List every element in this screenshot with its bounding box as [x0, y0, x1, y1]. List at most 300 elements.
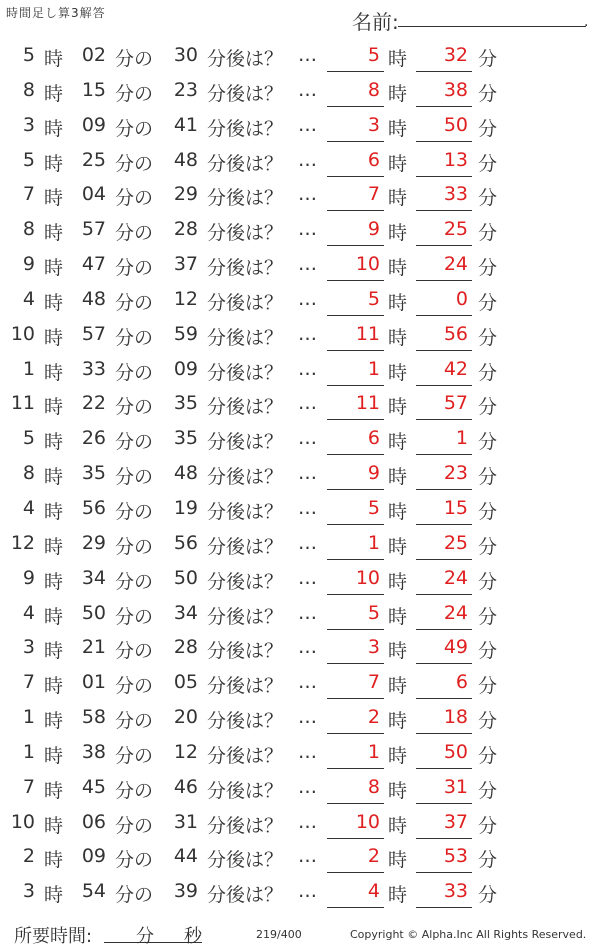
answer-hour-line[interactable] [327, 524, 384, 525]
hour-label: 時 [44, 431, 64, 454]
answer-hour-line[interactable] [327, 280, 384, 281]
added-minutes: 34 [173, 601, 198, 624]
answer-minute-label: 分 [478, 570, 498, 593]
minute-of-label: 分の [115, 849, 154, 872]
hour-label: 時 [44, 884, 64, 907]
answer-minute-label: 分 [478, 291, 498, 314]
answer-minute-line[interactable] [416, 245, 472, 246]
answer-minute-line[interactable] [416, 907, 472, 908]
start-hour: 5 [22, 148, 35, 171]
answer-hour-line[interactable] [327, 350, 384, 351]
answer-hour: 5 [367, 496, 380, 519]
minute-of-label: 分の [115, 570, 154, 593]
ellipsis: … [298, 218, 317, 241]
ellipsis: … [298, 392, 317, 415]
problem-row [0, 40, 600, 75]
answer-hour: 1 [367, 357, 380, 380]
answer-minute-label: 分 [478, 779, 498, 802]
answer-minute-label: 分 [478, 431, 498, 454]
answer-hour-line[interactable] [327, 907, 384, 908]
required-time-seconds-unit: 秒 [184, 926, 202, 947]
start-minute: 47 [81, 253, 106, 276]
answer-minute-line[interactable] [416, 280, 472, 281]
start-hour: 10 [10, 322, 35, 345]
problem-row [0, 423, 600, 458]
minute-of-label: 分の [115, 361, 154, 384]
minute-of-label: 分の [115, 187, 154, 210]
ellipsis: … [298, 287, 317, 310]
hour-label: 時 [44, 117, 64, 140]
added-minutes: 28 [173, 636, 198, 659]
answer-hour-label: 時 [388, 257, 408, 280]
minute-of-label: 分の [115, 675, 154, 698]
answer-minute-label: 分 [478, 814, 498, 837]
answer-minute-line[interactable] [416, 803, 472, 804]
added-minutes: 12 [173, 740, 198, 763]
added-minutes: 44 [173, 845, 198, 868]
answer-minute: 50 [443, 113, 468, 136]
copyright: Copyright © Alpha.Inc All Rights Reserved. [350, 928, 587, 941]
answer-hour-label: 時 [388, 82, 408, 105]
ellipsis: … [298, 183, 317, 206]
minute-of-label: 分の [115, 396, 154, 419]
start-hour: 8 [22, 218, 35, 241]
answer-hour-line[interactable] [327, 385, 384, 386]
minutes-after-label: 分後は？ [207, 291, 284, 314]
start-hour: 1 [22, 706, 35, 729]
answer-hour-label: 時 [388, 431, 408, 454]
answer-hour-line[interactable] [327, 663, 384, 664]
answer-minute-line[interactable] [416, 141, 472, 142]
answer-minute-line[interactable] [416, 315, 472, 316]
answer-minute-label: 分 [478, 361, 498, 384]
start-hour: 2 [22, 845, 35, 868]
ellipsis: … [298, 636, 317, 659]
answer-hour-label: 時 [388, 326, 408, 349]
answer-minute-line[interactable] [416, 210, 472, 211]
added-minutes: 05 [173, 671, 198, 694]
answer-minute: 24 [443, 253, 468, 276]
answer-minute-label: 分 [478, 744, 498, 767]
answer-hour-label: 時 [388, 48, 408, 70]
minute-of-label: 分の [115, 814, 154, 837]
minutes-after-label: 分後は？ [207, 187, 284, 210]
hour-label: 時 [44, 222, 64, 245]
ellipsis: … [298, 845, 317, 868]
start-minute: 01 [81, 671, 106, 694]
answer-hour-line[interactable] [327, 803, 384, 804]
answer-hour-label: 時 [388, 640, 408, 663]
answer-hour-line[interactable] [327, 733, 384, 734]
minutes-after-label: 分後は？ [207, 117, 284, 140]
answer-hour-line[interactable] [327, 210, 384, 211]
answer-hour-label: 時 [388, 117, 408, 140]
answer-hour: 1 [367, 531, 380, 554]
minutes-after-label: 分後は？ [207, 222, 284, 245]
added-minutes: 48 [173, 462, 198, 485]
start-hour: 10 [10, 810, 35, 833]
answer-minute: 32 [443, 44, 468, 66]
problem-row [0, 632, 600, 667]
answer-minute-label: 分 [478, 396, 498, 419]
minute-of-label: 分の [115, 257, 154, 280]
minutes-after-label: 分後は？ [207, 744, 284, 767]
ellipsis: … [298, 113, 317, 136]
start-minute: 29 [81, 531, 106, 554]
name-field-line[interactable] [398, 26, 586, 27]
problem-list [0, 40, 600, 911]
hour-label: 時 [44, 291, 64, 314]
start-hour: 7 [22, 775, 35, 798]
answer-hour: 9 [367, 462, 380, 485]
minutes-after-label: 分後は？ [207, 710, 284, 733]
answer-minute-label: 分 [478, 675, 498, 698]
start-minute: 34 [81, 566, 106, 589]
answer-minute-label: 分 [478, 117, 498, 140]
answer-minute-line[interactable] [416, 350, 472, 351]
minutes-after-label: 分後は？ [207, 779, 284, 802]
problem-row [0, 772, 600, 807]
start-minute: 25 [81, 148, 106, 171]
ellipsis: … [298, 671, 317, 694]
answer-hour: 8 [367, 775, 380, 798]
answer-hour-label: 時 [388, 187, 408, 210]
start-minute: 22 [81, 392, 106, 415]
answer-minute-label: 分 [478, 152, 498, 175]
minute-of-label: 分の [115, 710, 154, 733]
ellipsis: … [298, 601, 317, 624]
minutes-after-label: 分後は？ [207, 257, 284, 280]
start-minute: 58 [81, 706, 106, 729]
problem-row [0, 75, 600, 110]
answer-hour: 3 [367, 636, 380, 659]
added-minutes: 09 [173, 357, 198, 380]
ellipsis: … [298, 253, 317, 276]
start-hour: 4 [22, 496, 35, 519]
start-hour: 9 [22, 253, 35, 276]
answer-hour: 6 [367, 427, 380, 450]
answer-minute: 23 [443, 462, 468, 485]
answer-minute: 13 [443, 148, 468, 171]
added-minutes: 31 [173, 810, 198, 833]
start-hour: 1 [22, 740, 35, 763]
problem-row [0, 876, 600, 911]
answer-hour-label: 時 [388, 291, 408, 314]
hour-label: 時 [44, 744, 64, 767]
minutes-after-label: 分後は？ [207, 82, 284, 105]
ellipsis: … [298, 496, 317, 519]
answer-hour: 9 [367, 218, 380, 241]
start-hour: 4 [22, 601, 35, 624]
answer-hour-label: 時 [388, 570, 408, 593]
answer-minute-label: 分 [478, 466, 498, 489]
problem-row [0, 667, 600, 702]
answer-minute-line[interactable] [416, 594, 472, 595]
answer-minute-line[interactable] [416, 71, 472, 72]
answer-minute: 33 [443, 880, 468, 903]
minutes-after-label: 分後は？ [207, 675, 284, 698]
minutes-after-label: 分後は？ [207, 884, 284, 907]
ellipsis: … [298, 44, 317, 66]
start-hour: 7 [22, 183, 35, 206]
added-minutes: 37 [173, 253, 198, 276]
answer-minute: 49 [443, 636, 468, 659]
ellipsis: … [298, 775, 317, 798]
name-label: 名前: [352, 10, 399, 34]
answer-hour-label: 時 [388, 396, 408, 419]
minute-of-label: 分の [115, 535, 154, 558]
answer-minute: 50 [443, 740, 468, 763]
answer-minute-label: 分 [478, 222, 498, 245]
added-minutes: 20 [173, 706, 198, 729]
worksheet-title: 時間足し算3解答 [6, 6, 106, 20]
start-minute: 56 [81, 496, 106, 519]
answer-hour-line[interactable] [327, 315, 384, 316]
start-minute: 15 [81, 78, 106, 101]
answer-minute: 15 [443, 496, 468, 519]
problem-row [0, 249, 600, 284]
added-minutes: 50 [173, 566, 198, 589]
problem-row [0, 179, 600, 214]
hour-label: 時 [44, 326, 64, 349]
answer-minute-label: 分 [478, 884, 498, 907]
answer-minute-line[interactable] [416, 385, 472, 386]
problem-row [0, 598, 600, 633]
ellipsis: … [298, 566, 317, 589]
hour-label: 時 [44, 48, 64, 70]
problem-row [0, 110, 600, 145]
minute-of-label: 分の [115, 326, 154, 349]
minutes-after-label: 分後は？ [207, 570, 284, 593]
answer-hour: 10 [355, 566, 380, 589]
required-time-label: 所要時間: [14, 926, 93, 947]
name-field-dot: . [584, 14, 589, 30]
answer-hour: 5 [367, 601, 380, 624]
answer-minute-line[interactable] [416, 698, 472, 699]
minutes-after-label: 分後は？ [207, 849, 284, 872]
answer-minute-line[interactable] [416, 838, 472, 839]
answer-hour-label: 時 [388, 222, 408, 245]
problem-row [0, 841, 600, 876]
start-minute: 21 [81, 636, 106, 659]
minutes-after-label: 分後は？ [207, 605, 284, 628]
minute-of-label: 分の [115, 605, 154, 628]
answer-minute-line[interactable] [416, 176, 472, 177]
answer-hour: 11 [355, 322, 380, 345]
answer-minute-label: 分 [478, 640, 498, 663]
answer-hour-line[interactable] [327, 838, 384, 839]
hour-label: 時 [44, 640, 64, 663]
start-minute: 06 [81, 810, 106, 833]
minutes-after-label: 分後は？ [207, 814, 284, 837]
answer-hour-line[interactable] [327, 454, 384, 455]
hour-label: 時 [44, 814, 64, 837]
answer-minute-label: 分 [478, 257, 498, 280]
answer-hour: 5 [367, 287, 380, 310]
answer-minute: 24 [443, 601, 468, 624]
minute-of-label: 分の [115, 431, 154, 454]
answer-minute-line[interactable] [416, 419, 472, 420]
start-minute: 57 [81, 218, 106, 241]
answer-hour-line[interactable] [327, 872, 384, 873]
answer-hour: 11 [355, 392, 380, 415]
minute-of-label: 分の [115, 117, 154, 140]
answer-hour-line[interactable] [327, 176, 384, 177]
problem-row [0, 563, 600, 598]
added-minutes: 28 [173, 218, 198, 241]
answer-hour-label: 時 [388, 710, 408, 733]
answer-hour-line[interactable] [327, 71, 384, 72]
answer-minute-line[interactable] [416, 454, 472, 455]
answer-minute: 6 [455, 671, 468, 694]
minute-of-label: 分の [115, 48, 154, 70]
answer-hour: 1 [367, 740, 380, 763]
hour-label: 時 [44, 535, 64, 558]
answer-minute-label: 分 [478, 535, 498, 558]
added-minutes: 48 [173, 148, 198, 171]
answer-hour: 10 [355, 810, 380, 833]
start-minute: 50 [81, 601, 106, 624]
footer [0, 920, 600, 948]
hour-label: 時 [44, 396, 64, 419]
answer-hour-label: 時 [388, 884, 408, 907]
problem-row [0, 284, 600, 319]
added-minutes: 19 [173, 496, 198, 519]
problem-row [0, 458, 600, 493]
problem-row [0, 319, 600, 354]
answer-hour-line[interactable] [327, 489, 384, 490]
minutes-after-label: 分後は？ [207, 640, 284, 663]
answer-minute: 25 [443, 218, 468, 241]
answer-hour: 7 [367, 671, 380, 694]
answer-hour-line[interactable] [327, 594, 384, 595]
answer-minute-line[interactable] [416, 106, 472, 107]
answer-hour-line[interactable] [327, 768, 384, 769]
minute-of-label: 分の [115, 291, 154, 314]
start-minute: 04 [81, 183, 106, 206]
start-hour: 3 [22, 636, 35, 659]
problem-row [0, 214, 600, 249]
answer-hour-line[interactable] [327, 141, 384, 142]
minutes-after-label: 分後は？ [207, 326, 284, 349]
start-minute: 54 [81, 880, 106, 903]
minutes-after-label: 分後は？ [207, 535, 284, 558]
start-minute: 35 [81, 462, 106, 485]
answer-minute: 42 [443, 357, 468, 380]
answer-hour-label: 時 [388, 779, 408, 802]
answer-minute-label: 分 [478, 849, 498, 872]
minutes-after-label: 分後は？ [207, 500, 284, 523]
problem-row [0, 388, 600, 423]
ellipsis: … [298, 740, 317, 763]
minutes-after-label: 分後は？ [207, 361, 284, 384]
minute-of-label: 分の [115, 82, 154, 105]
minute-of-label: 分の [115, 222, 154, 245]
start-minute: 48 [81, 287, 106, 310]
minute-of-label: 分の [115, 640, 154, 663]
problem-row [0, 807, 600, 842]
required-time-minutes-unit: 分 [136, 926, 154, 947]
start-hour: 11 [10, 392, 35, 415]
answer-hour-line[interactable] [327, 419, 384, 420]
page-number: 219/400 [256, 928, 302, 941]
ellipsis: … [298, 78, 317, 101]
answer-hour-label: 時 [388, 466, 408, 489]
answer-hour-line[interactable] [327, 559, 384, 560]
start-hour: 8 [22, 78, 35, 101]
problem-row [0, 737, 600, 772]
ellipsis: … [298, 462, 317, 485]
minutes-after-label: 分後は？ [207, 152, 284, 175]
answer-minute-label: 分 [478, 48, 498, 70]
answer-minute-line[interactable] [416, 524, 472, 525]
start-minute: 02 [81, 44, 106, 66]
answer-minute-label: 分 [478, 82, 498, 105]
answer-hour-label: 時 [388, 675, 408, 698]
start-minute: 45 [81, 775, 106, 798]
hour-label: 時 [44, 675, 64, 698]
start-hour: 5 [22, 427, 35, 450]
answer-hour-line[interactable] [327, 629, 384, 630]
answer-hour: 3 [367, 113, 380, 136]
minute-of-label: 分の [115, 744, 154, 767]
answer-minute-line[interactable] [416, 872, 472, 873]
answer-minute: 0 [455, 287, 468, 310]
added-minutes: 12 [173, 287, 198, 310]
minute-of-label: 分の [115, 779, 154, 802]
added-minutes: 29 [173, 183, 198, 206]
ellipsis: … [298, 357, 317, 380]
hour-label: 時 [44, 570, 64, 593]
answer-minute-label: 分 [478, 605, 498, 628]
hour-label: 時 [44, 605, 64, 628]
start-hour: 1 [22, 357, 35, 380]
start-hour: 9 [22, 566, 35, 589]
answer-minute-line[interactable] [416, 663, 472, 664]
answer-minute: 38 [443, 78, 468, 101]
answer-minute-line[interactable] [416, 768, 472, 769]
answer-hour-line[interactable] [327, 698, 384, 699]
answer-minute-label: 分 [478, 710, 498, 733]
start-hour: 8 [22, 462, 35, 485]
answer-minute: 33 [443, 183, 468, 206]
minute-of-label: 分の [115, 500, 154, 523]
minute-of-label: 分の [115, 884, 154, 907]
answer-minute-line[interactable] [416, 489, 472, 490]
answer-hour: 8 [367, 78, 380, 101]
answer-hour-line[interactable] [327, 106, 384, 107]
hour-label: 時 [44, 500, 64, 523]
problem-row [0, 493, 600, 528]
added-minutes: 59 [173, 322, 198, 345]
problem-row [0, 145, 600, 180]
answer-hour: 2 [367, 845, 380, 868]
minutes-after-label: 分後は？ [207, 431, 284, 454]
answer-minute-line[interactable] [416, 733, 472, 734]
added-minutes: 39 [173, 880, 198, 903]
answer-minute-line[interactable] [416, 559, 472, 560]
start-minute: 26 [81, 427, 106, 450]
answer-minute: 53 [443, 845, 468, 868]
minutes-after-label: 分後は？ [207, 48, 284, 70]
added-minutes: 23 [173, 78, 198, 101]
answer-hour: 2 [367, 706, 380, 729]
answer-minute-line[interactable] [416, 629, 472, 630]
problem-row [0, 702, 600, 737]
answer-minute: 25 [443, 531, 468, 554]
answer-hour-line[interactable] [327, 245, 384, 246]
answer-minute: 37 [443, 810, 468, 833]
